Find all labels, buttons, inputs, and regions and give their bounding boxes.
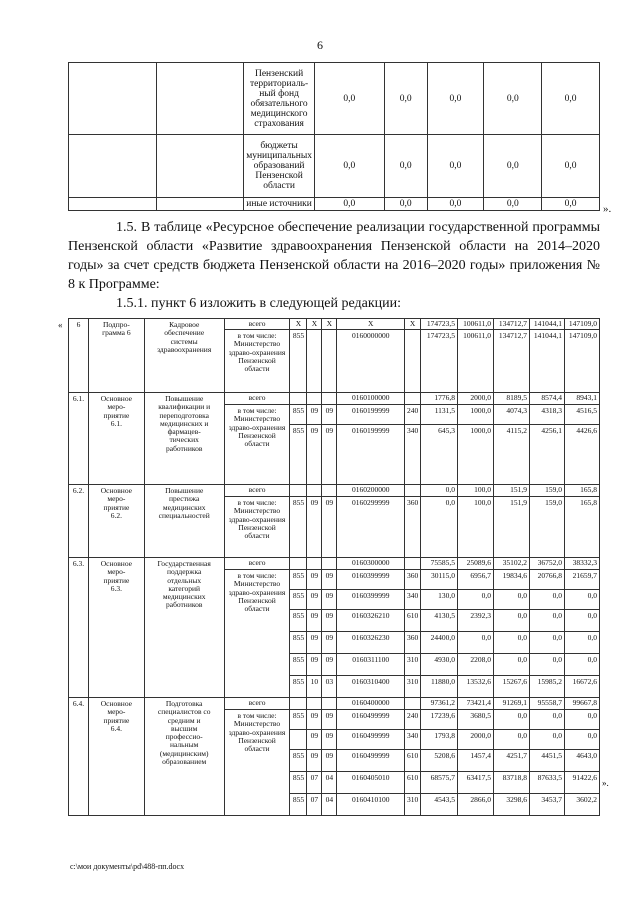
value-cell: 16672,6 [564,676,599,698]
code-cell: 09 [307,654,322,676]
value-cell: 99667,8 [564,698,599,710]
value-cell: 174723,5 [421,319,458,330]
code-cell: 09 [307,425,322,485]
code-cell: 0160399999 [337,570,405,590]
value-cell: 0,0 [494,632,530,654]
item-title: Государственная поддержка отдельных категорий медицинских работников [144,558,224,698]
code-cell: 340 [405,590,421,610]
top-table [68,62,600,211]
code-cell: 0160311100 [337,654,405,676]
item-title: Кадровое обеспечение системы здравоохранения [144,319,224,393]
code-cell: 09 [307,632,322,654]
close-quote-2: ». [602,778,609,788]
in-that-number-label: в том числе: [237,571,277,580]
value-cell: 4256,1 [529,425,564,485]
code-cell: 310 [405,794,421,816]
code-cell [405,698,421,710]
code-cell: 09 [307,570,322,590]
code-cell: 0160326210 [337,610,405,632]
code-cell: 855 [290,330,307,393]
in-that-number-label: в том числе: [237,711,277,720]
table-row [69,393,600,405]
value-cell: 0,0 [564,590,599,610]
value-cell: 35102,2 [494,558,530,570]
code-cell: 340 [405,425,421,485]
value-cell: 0,0 [427,63,484,135]
code-cell: 855 [290,405,307,425]
total-label: всего [224,698,290,710]
code-cell: 0160499999 [337,750,405,772]
ministry-name: Министерство здраво-охранения Пензенской области [228,339,286,374]
value-cell: 5208,6 [421,750,458,772]
code-cell: 09 [307,750,322,772]
value-cell: 17239,6 [421,710,458,730]
value-cell: 3453,7 [529,794,564,816]
total-label: всего [224,319,290,330]
table-row [69,485,600,497]
value-cell: 0,0 [529,730,564,750]
value-cell: 151,9 [494,497,530,558]
code-cell: 09 [322,750,337,772]
value-cell: 0,0 [458,632,494,654]
code-cell: 09 [307,730,322,750]
value-cell: 151,9 [494,485,530,497]
value-cell: 141044,1 [529,330,564,393]
value-cell: 1457,4 [458,750,494,772]
value-cell: 0,0 [384,135,427,198]
item-name: Основное меро- приятие 6.4. [88,698,144,816]
value-cell: 0,0 [484,135,542,198]
value-cell: 645,3 [421,425,458,485]
table-row [69,698,600,710]
paragraph-1-5-1: 1.5.1. пункт 6 изложить в следующей редакции: [116,296,401,311]
value-cell: 0,0 [484,63,542,135]
value-cell: 0,0 [529,710,564,730]
value-cell: 0,0 [542,135,600,198]
code-cell: X [405,319,421,330]
code-cell [322,698,337,710]
code-cell [405,330,421,393]
code-cell: 09 [322,590,337,610]
code-cell [405,558,421,570]
value-cell: 91422,6 [564,772,599,794]
code-cell: 07 [307,772,322,794]
in-that-number-label: в том числе: [237,406,277,415]
code-cell [290,393,307,405]
value-cell: 0,0 [427,198,484,211]
value-cell: 159,0 [529,485,564,497]
code-cell: 09 [322,710,337,730]
code-cell: 360 [405,570,421,590]
item-number: 6.2. [69,485,89,558]
in-that-number-label: в том числе: [237,498,277,507]
code-cell: 09 [322,405,337,425]
value-cell: 0,0 [564,610,599,632]
code-cell: 09 [322,654,337,676]
code-cell: 855 [290,570,307,590]
code-cell [290,730,307,750]
code-cell: 610 [405,772,421,794]
code-cell: 855 [290,590,307,610]
value-cell: 24400,0 [421,632,458,654]
code-cell: 240 [405,710,421,730]
value-cell: 0,0 [458,590,494,610]
table-row [69,198,600,211]
value-cell: 63417,5 [458,772,494,794]
code-cell: 0160399999 [337,590,405,610]
code-cell: X [307,319,322,330]
value-cell: 87633,5 [529,772,564,794]
code-cell: 0160410100 [337,794,405,816]
code-cell: 0160326230 [337,632,405,654]
item-title: Подготовка специалистов со средним и высшим профессио- нальным (медицинским) образованием [144,698,224,816]
value-cell: 19834,6 [494,570,530,590]
value-cell: 4115,2 [494,425,530,485]
code-cell: 10 [307,676,322,698]
close-quote: ». [603,203,612,215]
code-cell: 855 [290,750,307,772]
value-cell: 2392,3 [458,610,494,632]
code-cell [307,330,322,393]
code-cell: 0160499999 [337,730,405,750]
code-cell: 240 [405,405,421,425]
code-cell [290,485,307,497]
value-cell: 25089,6 [458,558,494,570]
value-cell: 1131,5 [421,405,458,425]
value-cell: 2866,0 [458,794,494,816]
value-cell: 0,0 [421,485,458,497]
code-cell: 0160199999 [337,405,405,425]
value-cell: 36752,0 [529,558,564,570]
value-cell: 68575,7 [421,772,458,794]
code-cell: 03 [322,676,337,698]
ministry-label [224,330,290,393]
value-cell: 0,0 [564,730,599,750]
value-cell: 11880,0 [421,676,458,698]
ministry-label [224,405,290,485]
code-cell: 09 [307,405,322,425]
code-cell: 0160400000 [337,698,405,710]
value-cell: 0,0 [314,135,384,198]
value-cell: 0,0 [384,63,427,135]
value-cell: 0,0 [494,654,530,676]
value-cell: 75585,5 [421,558,458,570]
value-cell: 0,0 [484,198,542,211]
value-cell: 4074,3 [494,405,530,425]
table-row [69,558,600,570]
value-cell: 21659,7 [564,570,599,590]
item-title: Повышение престижа медицинских специальностей [144,485,224,558]
value-cell: 0,0 [494,710,530,730]
value-cell: 2208,0 [458,654,494,676]
code-cell: X [322,319,337,330]
value-cell: 0,0 [529,610,564,632]
value-cell: 4930,0 [421,654,458,676]
code-cell: 610 [405,750,421,772]
value-cell: 0,0 [314,198,384,211]
code-cell: 07 [307,794,322,816]
code-cell: 855 [290,794,307,816]
code-cell [307,393,322,405]
value-cell: 1776,8 [421,393,458,405]
code-cell: 04 [322,794,337,816]
value-cell: 159,0 [529,497,564,558]
code-cell [322,485,337,497]
value-cell: 97361,2 [421,698,458,710]
source-cell: бюджеты муниципальных образований Пензенской области [244,135,315,198]
code-cell: 0160000000 [337,330,405,393]
value-cell: 165,8 [564,485,599,497]
value-cell: 2000,0 [458,393,494,405]
value-cell: 147109,0 [564,319,599,330]
value-cell: 0,0 [494,590,530,610]
ministry-label [224,570,290,698]
code-cell: 855 [290,497,307,558]
code-cell [290,698,307,710]
value-cell: 141044,1 [529,319,564,330]
value-cell: 3298,6 [494,794,530,816]
total-label: всего [224,393,290,405]
value-cell: 15985,2 [529,676,564,698]
item-number: 6.3. [69,558,89,698]
value-cell: 8943,1 [564,393,599,405]
item-title: Повышение квалификации и переподготовка медицинских и фармацев- тических работников [144,393,224,485]
code-cell [405,485,421,497]
value-cell: 73421,4 [458,698,494,710]
in-that-number-label: в том числе: [237,331,277,340]
code-cell: 855 [290,632,307,654]
code-cell: 09 [322,570,337,590]
code-cell: 09 [322,497,337,558]
value-cell: 95558,7 [529,698,564,710]
code-cell: 855 [290,772,307,794]
code-cell: 09 [322,425,337,485]
value-cell: 4643,0 [564,750,599,772]
value-cell: 147109,0 [564,330,599,393]
value-cell: 4426,6 [564,425,599,485]
item-name: Подпро- грамма 6 [88,319,144,393]
value-cell: 0,0 [494,610,530,632]
value-cell: 165,8 [564,497,599,558]
table-row [69,319,600,330]
code-cell: 04 [322,772,337,794]
code-cell: 09 [307,497,322,558]
code-cell: 855 [290,710,307,730]
value-cell: 174723,5 [421,330,458,393]
value-cell: 0,0 [564,654,599,676]
item-name: Основное меро- приятие 6.3. [88,558,144,698]
value-cell: 3602,2 [564,794,599,816]
value-cell: 8189,5 [494,393,530,405]
code-cell: 0160299999 [337,497,405,558]
code-cell: 855 [290,676,307,698]
code-cell: 0160100000 [337,393,405,405]
code-cell: 340 [405,730,421,750]
value-cell: 100611,0 [458,330,494,393]
program-table [68,318,600,816]
value-cell: 0,0 [542,198,600,211]
code-cell: 09 [322,730,337,750]
value-cell: 0,0 [421,497,458,558]
value-cell: 8574,4 [529,393,564,405]
page-number: 6 [317,38,323,52]
code-cell: 0160300000 [337,558,405,570]
value-cell: 0,0 [564,710,599,730]
value-cell: 0,0 [529,654,564,676]
code-cell: 855 [290,425,307,485]
value-cell: 4251,7 [494,750,530,772]
value-cell: 20766,8 [529,570,564,590]
code-cell: 09 [307,710,322,730]
value-cell: 0,0 [564,632,599,654]
code-cell: 360 [405,497,421,558]
value-cell: 30115,0 [421,570,458,590]
code-cell [322,558,337,570]
code-cell: 360 [405,632,421,654]
code-cell: 310 [405,654,421,676]
value-cell: 134712,7 [494,319,530,330]
code-cell: 0160310400 [337,676,405,698]
value-cell: 0,0 [427,135,484,198]
value-cell: 100611,0 [458,319,494,330]
table-row [69,63,600,135]
ministry-name: Министерство здраво-охранения Пензенской области [228,719,286,754]
value-cell: 4318,3 [529,405,564,425]
file-path-footer: c:\мои документы\pd\488-пп.docx [70,862,185,871]
code-cell: 09 [307,590,322,610]
ministry-name: Министерство здраво-охранения Пензенской области [228,414,286,449]
item-number: 6.1. [69,393,89,485]
value-cell: 83718,8 [494,772,530,794]
ministry-label [224,497,290,558]
code-cell: X [337,319,405,330]
code-cell: 610 [405,610,421,632]
value-cell: 6956,7 [458,570,494,590]
value-cell: 15267,6 [494,676,530,698]
value-cell: 13532,6 [458,676,494,698]
code-cell [307,558,322,570]
total-label: всего [224,485,290,497]
open-quote: « [58,320,63,330]
value-cell: 100,0 [458,497,494,558]
code-cell: 09 [322,610,337,632]
total-label: всего [224,558,290,570]
value-cell: 1793,8 [421,730,458,750]
code-cell: 09 [322,632,337,654]
value-cell: 100,0 [458,485,494,497]
code-cell: 855 [290,610,307,632]
value-cell: 0,0 [542,63,600,135]
code-cell: 855 [290,654,307,676]
item-name: Основное меро- приятие 6.2. [88,485,144,558]
item-number: 6 [69,319,89,393]
code-cell: 0160200000 [337,485,405,497]
code-cell: X [290,319,307,330]
code-cell [290,558,307,570]
code-cell [307,698,322,710]
value-cell: 4516,5 [564,405,599,425]
value-cell: 4451,5 [529,750,564,772]
value-cell: 38332,3 [564,558,599,570]
code-cell [405,393,421,405]
code-cell [322,393,337,405]
code-cell [307,485,322,497]
value-cell: 3680,5 [458,710,494,730]
value-cell: 0,0 [494,730,530,750]
code-cell: 0160405010 [337,772,405,794]
code-cell: 0160199999 [337,425,405,485]
code-cell: 09 [307,610,322,632]
value-cell: 4130,5 [421,610,458,632]
source-cell: Пензенский территориаль- ный фонд обязательного медицинского страхования [244,63,315,135]
value-cell: 1000,0 [458,405,494,425]
source-cell: иные источники [244,198,315,211]
value-cell: 0,0 [314,63,384,135]
value-cell: 4543,5 [421,794,458,816]
value-cell: 134712,7 [494,330,530,393]
code-cell: 0160499999 [337,710,405,730]
code-cell [322,330,337,393]
value-cell: 0,0 [384,198,427,211]
ministry-label [224,710,290,816]
item-number: 6.4. [69,698,89,816]
item-name: Основное меро- приятие 6.1. [88,393,144,485]
paragraph-1-5: 1.5. В таблице «Ресурсное обеспечение реализации государственной программы Пензенской области «Развитие здравоохранения Пензенской области на 2014–2020 годы» за счет средств бюджета Пензенской области на 2016–2020 годы» приложения № 8 к Программе: [68,220,600,292]
value-cell: 1000,0 [458,425,494,485]
table-row [69,135,600,198]
code-cell: 310 [405,676,421,698]
value-cell: 130,0 [421,590,458,610]
value-cell: 0,0 [529,632,564,654]
value-cell: 91269,1 [494,698,530,710]
ministry-name: Министерство здраво-охранения Пензенской области [228,579,286,614]
value-cell: 2000,0 [458,730,494,750]
value-cell: 0,0 [529,590,564,610]
ministry-name: Министерство здраво-охранения Пензенской области [228,506,286,541]
